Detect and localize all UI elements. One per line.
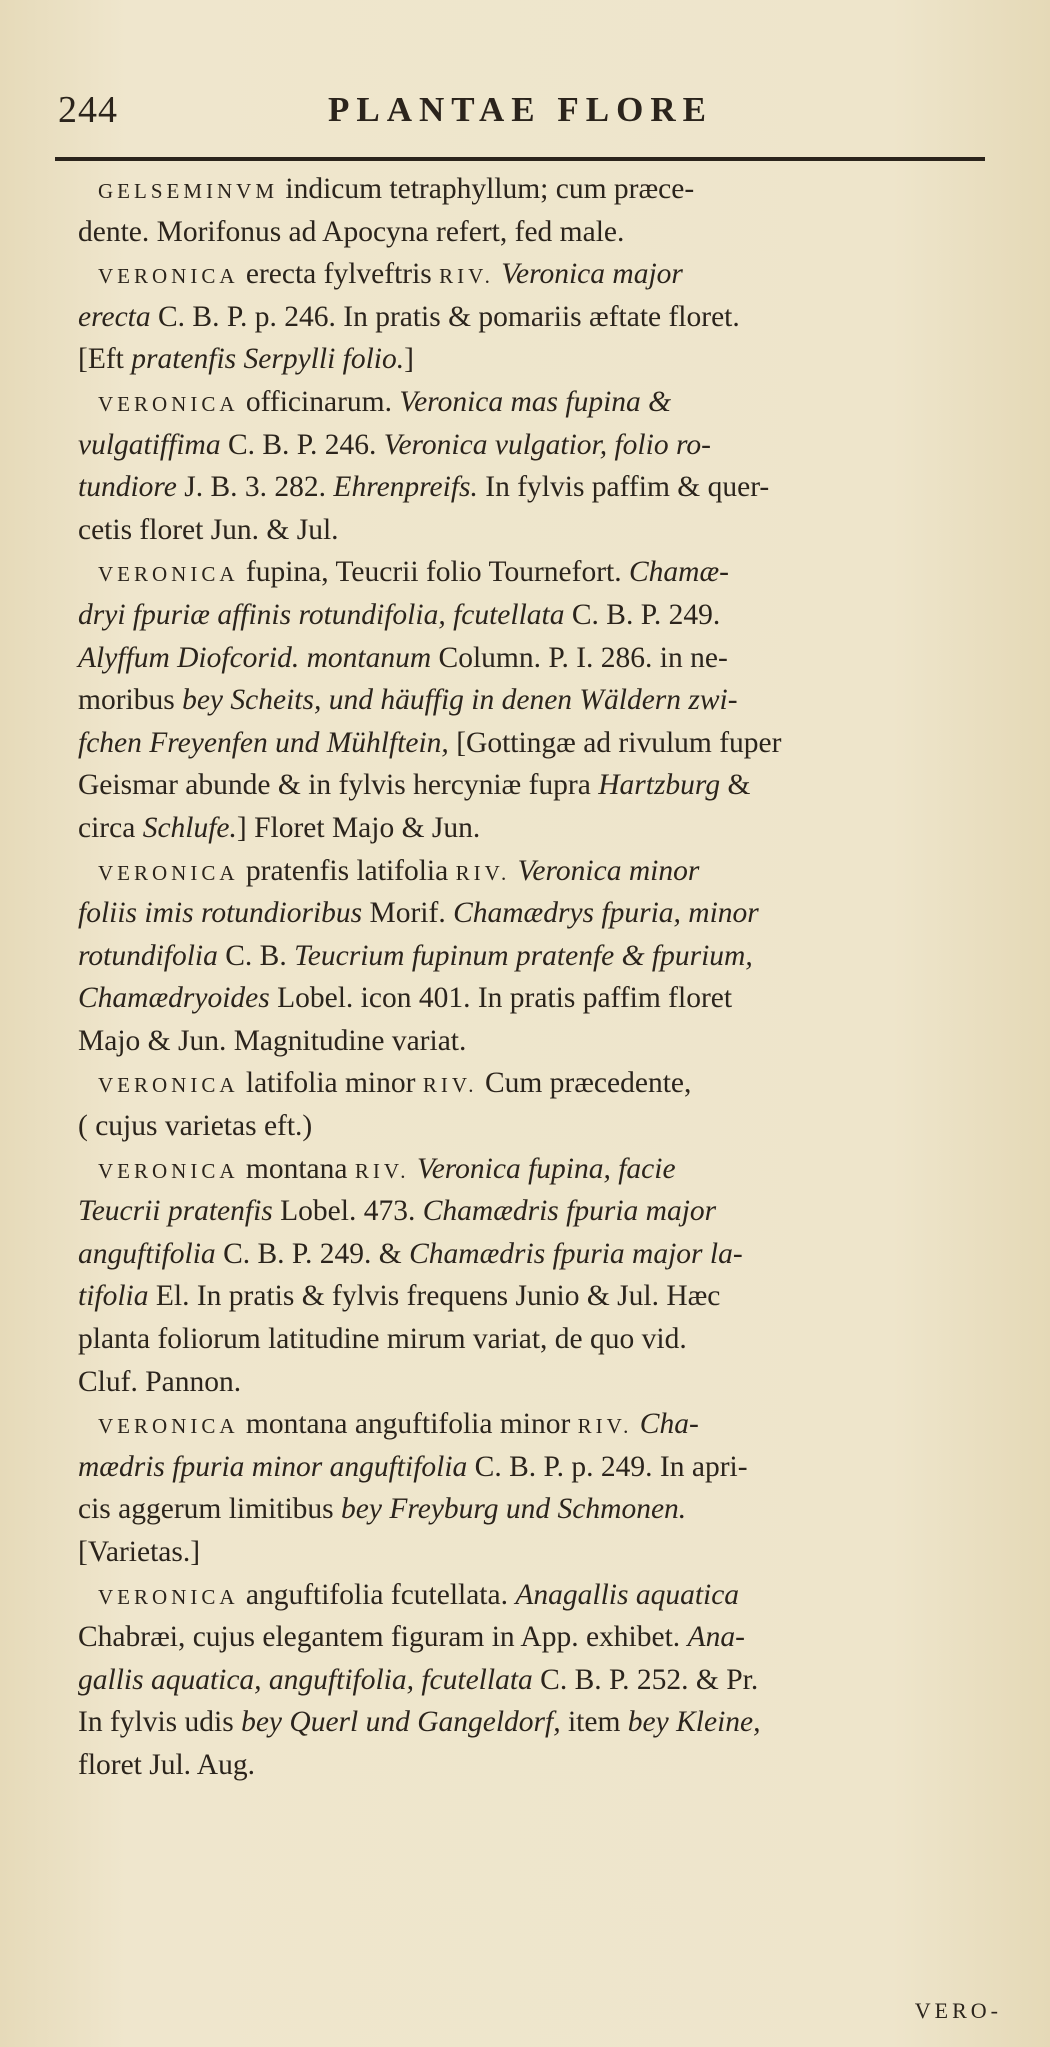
small-caps-term: RIV. bbox=[439, 264, 494, 289]
text-run: anguftifolia fcutellata. bbox=[238, 1578, 516, 1611]
text-line bbox=[78, 424, 1028, 467]
text-line bbox=[78, 1531, 1028, 1574]
text-run: C. B. P. 246. bbox=[220, 428, 384, 461]
text-run: pratenfis latifolia bbox=[238, 854, 456, 887]
italic-text: foliis imis rotundioribus bbox=[78, 897, 363, 930]
small-caps-term: RIV. bbox=[422, 1073, 478, 1098]
entry-first-line bbox=[88, 551, 1028, 594]
text-run: C. B. P. 249. bbox=[564, 598, 721, 631]
page-body bbox=[78, 168, 1028, 1787]
small-caps-term: VERONICA bbox=[98, 1584, 239, 1609]
text-line bbox=[78, 1275, 1028, 1318]
italic-text: Schlufe. bbox=[142, 811, 237, 844]
italic-text: Veronica mas fupina & bbox=[399, 385, 672, 418]
running-head: PLANTAE FLORE bbox=[328, 90, 713, 129]
small-caps-term: VERONICA bbox=[98, 1414, 239, 1439]
italic-text: Cha- bbox=[639, 1408, 699, 1441]
italic-text: Veronica fupina, facie bbox=[416, 1152, 676, 1185]
italic-text: bey Scheits, und häuffig in denen Wäldern zwi- bbox=[182, 684, 738, 717]
text-run: montana bbox=[238, 1152, 355, 1185]
text-line bbox=[78, 935, 1028, 978]
small-caps-term: VERONICA bbox=[98, 860, 239, 885]
italic-text: mædris fpuria minor anguftifolia bbox=[78, 1450, 468, 1483]
text-run: J. B. 3. 282. bbox=[176, 471, 334, 504]
italic-text: rotundifolia bbox=[78, 939, 218, 972]
catchword: VERO- bbox=[914, 1998, 1002, 2023]
text-run: C. B. P. 252. & Pr. bbox=[532, 1663, 759, 1696]
entry-first-line bbox=[88, 1403, 1028, 1446]
italic-text: Teucrium fupinum pratenfe & fpurium, bbox=[294, 939, 753, 972]
text-run: [Eft bbox=[78, 343, 132, 376]
text-run bbox=[410, 1153, 417, 1185]
text-run: C. B. P. p. 249. In apri- bbox=[467, 1450, 748, 1483]
text-run: circa bbox=[78, 811, 143, 844]
entry-first-line bbox=[88, 253, 1028, 296]
italic-text: Chamæ- bbox=[628, 556, 729, 589]
small-caps-term: VERONICA bbox=[98, 562, 239, 587]
small-caps-term: RIV. bbox=[577, 1414, 633, 1439]
text-run: Lobel. 473. bbox=[272, 1195, 423, 1228]
text-run: [Varietas.] bbox=[78, 1536, 201, 1568]
italic-text: Hartzburg bbox=[598, 769, 721, 802]
italic-text: Chamædris fpuria major la- bbox=[409, 1237, 743, 1270]
italic-text: tundiore bbox=[78, 471, 177, 504]
italic-text: Teucrii pratenfis bbox=[78, 1195, 273, 1228]
text-run: C. B. bbox=[217, 939, 295, 972]
italic-text: bey Querl und Gangeldorf, bbox=[241, 1706, 561, 1739]
small-caps-term: RIV. bbox=[455, 860, 511, 885]
text-run: ] Floret Majo & Jun. bbox=[236, 811, 481, 844]
text-line bbox=[78, 509, 1028, 552]
text-line bbox=[78, 1446, 1028, 1489]
italic-text: dryi fpuriæ affinis rotundifolia, fcutellata bbox=[78, 598, 565, 631]
text-run: Column. P. I. 286. in ne- bbox=[431, 641, 728, 674]
italic-text: pratenfis Serpylli folio. bbox=[131, 343, 405, 376]
text-run: Cluf. Pannon. bbox=[78, 1365, 242, 1398]
italic-text: vulgatiffima bbox=[78, 428, 221, 461]
text-run: item bbox=[560, 1706, 628, 1739]
text-run: officinarum. bbox=[238, 385, 400, 418]
entry-first-line bbox=[88, 1574, 1028, 1617]
text-run: Majo & Jun. Magnitudine variat. bbox=[78, 1024, 467, 1057]
text-run: erecta fylveftris bbox=[238, 258, 440, 291]
text-run: Lobel. icon 401. In pratis paffim floret bbox=[269, 982, 733, 1015]
small-caps-term: RIV. bbox=[354, 1158, 410, 1183]
small-caps-term: VERONICA bbox=[98, 1073, 239, 1098]
text-run: ( cujus varietas eft.) bbox=[78, 1110, 313, 1143]
text-line bbox=[78, 892, 1028, 935]
text-run: moribus bbox=[78, 684, 183, 717]
text-line bbox=[78, 1488, 1028, 1531]
text-run bbox=[632, 1408, 639, 1440]
text-run: cetis floret Jun. & Jul. bbox=[78, 513, 339, 546]
page-header bbox=[58, 88, 998, 148]
text-run: dente. Morifonus ad Apocyna refert, fed male. bbox=[78, 215, 625, 248]
small-caps-term: VERONICA bbox=[98, 1158, 239, 1183]
text-run: cis aggerum limitibus bbox=[78, 1493, 342, 1526]
text-line bbox=[78, 296, 1028, 339]
text-run: Cum præcedente, bbox=[477, 1067, 692, 1100]
page-number: 244 bbox=[58, 89, 118, 131]
text-line bbox=[78, 679, 1028, 722]
entry-first-line bbox=[88, 1062, 1028, 1105]
text-run: C. B. P. p. 246. In pratis & pomariis æftate floret. bbox=[150, 300, 740, 333]
text-run: Morif. bbox=[362, 897, 454, 930]
italic-text: Alyffum Diofcorid. montanum bbox=[78, 641, 432, 674]
italic-text: Veronica major bbox=[501, 258, 683, 291]
text-line bbox=[78, 1701, 1028, 1744]
entry-first-line bbox=[88, 850, 1028, 893]
text-run bbox=[510, 855, 517, 887]
text-line bbox=[78, 807, 1028, 850]
italic-text: fchen Freyenfen und Mühlftein, bbox=[78, 726, 449, 759]
italic-text: tifolia bbox=[78, 1280, 149, 1313]
text-line bbox=[78, 1105, 1028, 1148]
italic-text: erecta bbox=[78, 300, 151, 333]
text-line bbox=[78, 1744, 1028, 1787]
entry-first-line bbox=[88, 168, 1028, 211]
text-run: floret Jul. Aug. bbox=[78, 1748, 255, 1781]
text-run: latifolia minor bbox=[238, 1067, 423, 1100]
text-line bbox=[78, 594, 1028, 637]
text-run: In fylvis udis bbox=[78, 1706, 242, 1739]
text-line bbox=[78, 1190, 1028, 1233]
small-caps-term: VERONICA bbox=[98, 391, 239, 416]
text-line bbox=[78, 1233, 1028, 1276]
text-line bbox=[78, 637, 1028, 680]
entry-first-line bbox=[88, 381, 1028, 424]
italic-text: anguftifolia bbox=[78, 1237, 216, 1270]
italic-text: Chamædrys fpuria, minor bbox=[453, 897, 759, 930]
text-line bbox=[78, 466, 1028, 509]
text-line bbox=[78, 1616, 1028, 1659]
entry-first-line bbox=[88, 1148, 1028, 1191]
text-run: montana anguftifolia minor bbox=[238, 1408, 578, 1441]
header-rule bbox=[55, 157, 985, 161]
text-run: & bbox=[720, 769, 751, 802]
small-caps-term: GELSEMINVM bbox=[98, 179, 278, 203]
italic-text: Ana- bbox=[687, 1621, 745, 1654]
text-line bbox=[78, 977, 1028, 1020]
text-run: Geismar abunde & in fylvis hercyniæ fupra bbox=[78, 769, 599, 802]
text-line bbox=[78, 764, 1028, 807]
italic-text: Veronica vulgatior, folio ro- bbox=[383, 428, 711, 461]
text-line bbox=[78, 211, 1028, 254]
text-run: [Gottingæ ad rivulum fuper bbox=[448, 726, 782, 759]
text-run: ] bbox=[404, 343, 414, 376]
text-run: El. In pratis & fylvis frequens Junio & Jul. Hæc bbox=[148, 1280, 721, 1313]
italic-text: bey Kleine, bbox=[627, 1706, 761, 1739]
text-line bbox=[78, 338, 1028, 381]
italic-text: Veronica minor bbox=[517, 854, 700, 887]
italic-text: Chamædris fpuria major bbox=[422, 1195, 717, 1228]
text-run: fupina, Teucrii folio Tournefort. bbox=[238, 556, 629, 589]
text-run: indicum tetraphyllum; cum præce- bbox=[278, 173, 695, 205]
text-run: Chabræi, cujus elegantem figuram in App. exhibet. bbox=[78, 1621, 688, 1654]
text-line bbox=[78, 1020, 1028, 1063]
text-line bbox=[78, 1659, 1028, 1702]
italic-text: Anagallis aquatica bbox=[515, 1578, 740, 1611]
text-line bbox=[78, 1361, 1028, 1404]
small-caps-term: VERONICA bbox=[98, 264, 239, 289]
text-run: In fylvis paffim & quer- bbox=[477, 471, 770, 504]
italic-text: Chamædryoides bbox=[78, 982, 270, 1015]
italic-text: bey Freyburg und Schmonen. bbox=[341, 1493, 687, 1526]
text-line bbox=[78, 1318, 1028, 1361]
italic-text: Ehrenpreifs. bbox=[333, 471, 478, 504]
italic-text: gallis aquatica, anguftifolia, fcutellata bbox=[78, 1663, 533, 1696]
text-run: planta foliorum latitudine mirum variat, de quo vid. bbox=[78, 1323, 687, 1356]
text-line bbox=[78, 722, 1028, 765]
text-run: C. B. P. 249. & bbox=[215, 1237, 410, 1270]
